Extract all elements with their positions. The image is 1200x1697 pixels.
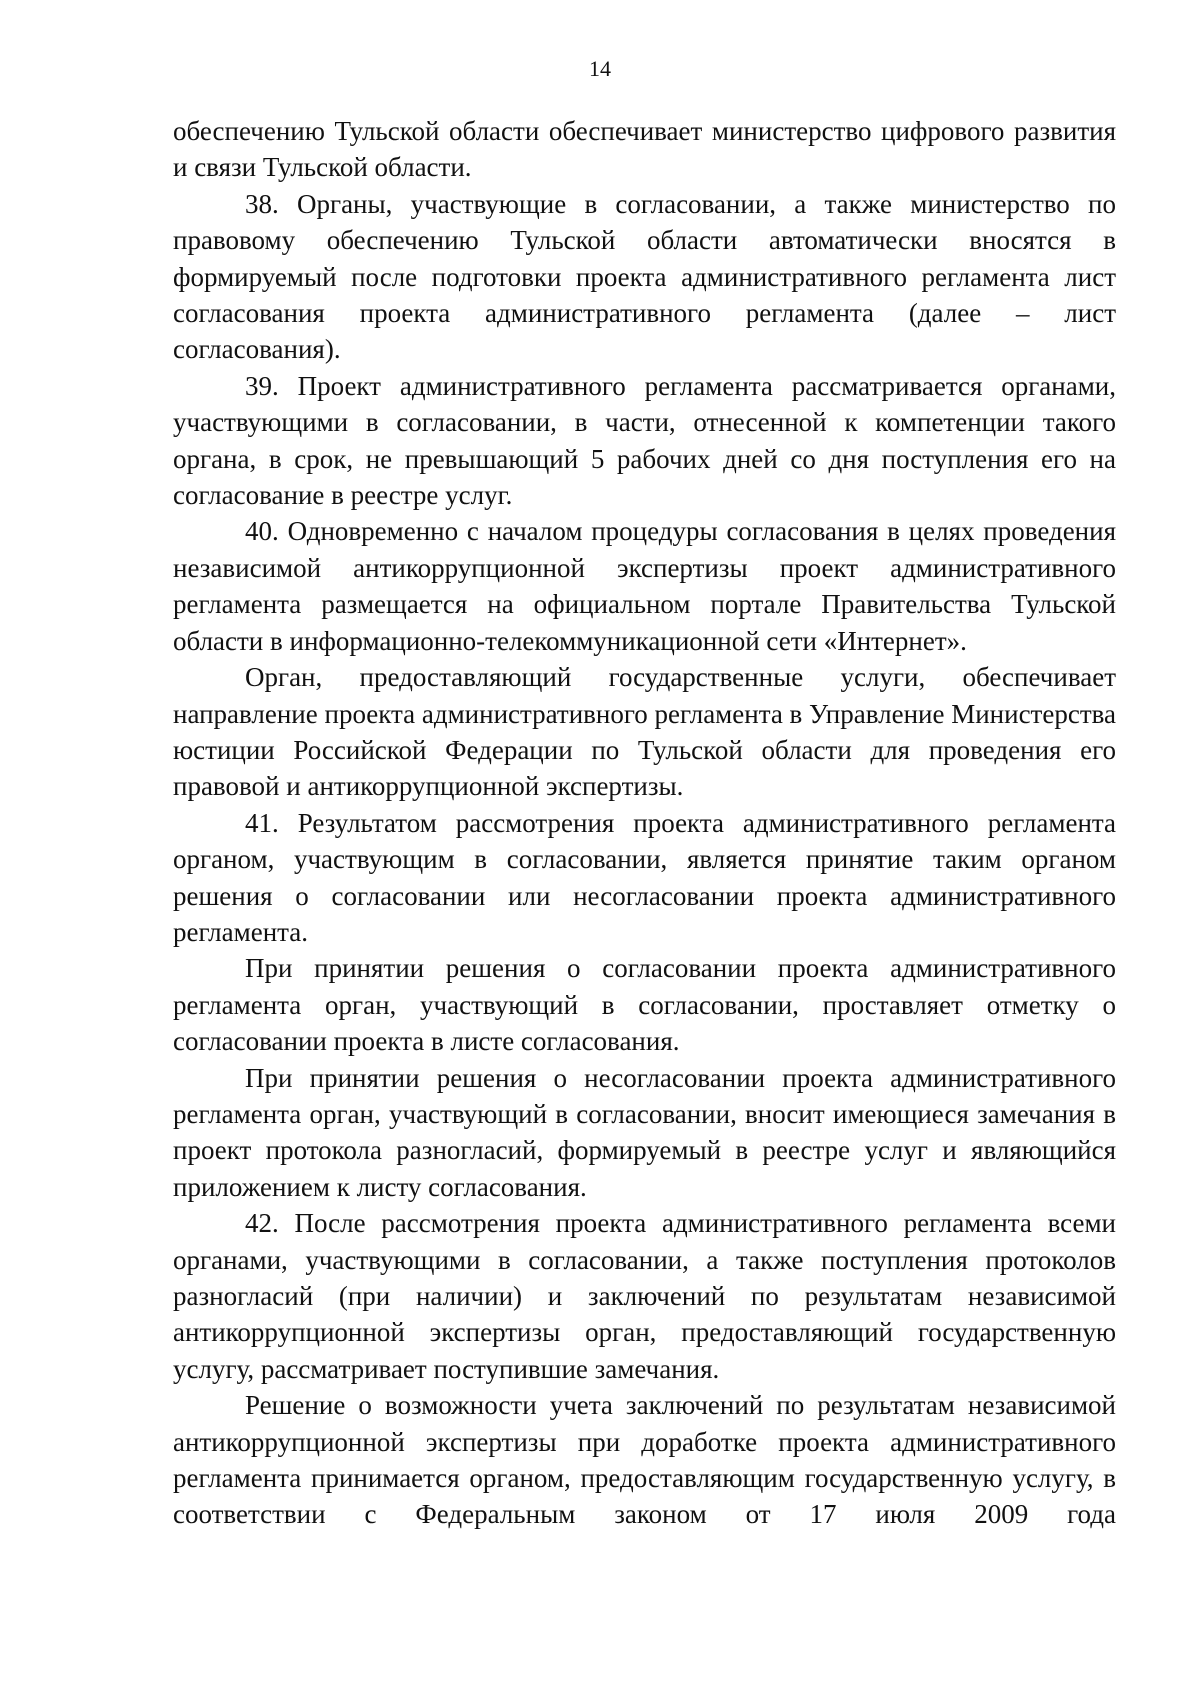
paragraph-41-part-3: При принятии решения о несогласовании проекта административного регламента орган, участвующий в согласовании, вносит имеющиеся замечания в проект протокола разногласий, формируемый в реестре услуг и являющийся приложением к листу согласования. [173,1062,1116,1202]
paragraph-40-part-2: Орган, предоставляющий государственные услуги, обеспечивает направление проекта административного регламента в Управление Министерства юстиции Российской Федерации по Тульской области для проведения его правовой и антикоррупционной экспертизы. [173,662,1116,802]
paragraph-39: 39. Проект административного регламента рассматривается органами, участвующими в согласовании, в части, отнесенной к компетенции такого органа, в срок, не превышающий 5 рабочих дней со дня поступления его на согласование в реестре услуг. [173,370,1116,511]
paragraph-42-part-2: Решение о возможности учета заключений по результатам независимой антикоррупционной экспертизы при доработке проекта административного регламента принимается органом, предоставляющим государственную услугу, в соответствии с Федеральным законом от 17 июля 2009 года [173,1390,1116,1530]
page-number: 14 [589,56,611,81]
paragraph-38: 38. Органы, участвующие в согласовании, а также министерство по правовому обеспечению Тульской области автоматически вносятся в формируемый после подготовки проекта административного регламента лист согласования проекта административного регламента (далее – лист согласования). [173,188,1116,365]
document-body [173,113,1116,1533]
paragraph-42: 42. После рассмотрения проекта административного регламента всеми органами, участвующими в согласовании, а также поступления протоколов разногласий (при наличии) и заключений по результатам независимой антикоррупционной экспертизы орган, предоставляющий государственную услугу, рассматривает поступившие замечания. [173,1208,1116,1384]
paragraph-continuation: обеспечению Тульской области обеспечивает министерство цифрового развития и связи Тульской области. [173,116,1116,183]
paragraph-40: 40. Одновременно с началом процедуры согласования в целях проведения независимой антикоррупционной экспертизы проект административного регламента размещается на официальном портале Правительства Тульской области в информационно-телекоммуникационной сети «Интернет». [173,516,1116,656]
paragraph-41-part-2: При принятии решения о согласовании проекта административного регламента орган, участвующий в согласовании, проставляет отметку о согласовании проекта в листе согласования. [173,953,1116,1057]
paragraph-41: 41. Результатом рассмотрения проекта административного регламента органом, участвующим в согласовании, является принятие таким органом решения о согласовании или несогласовании проекта административного регламента. [173,807,1116,947]
